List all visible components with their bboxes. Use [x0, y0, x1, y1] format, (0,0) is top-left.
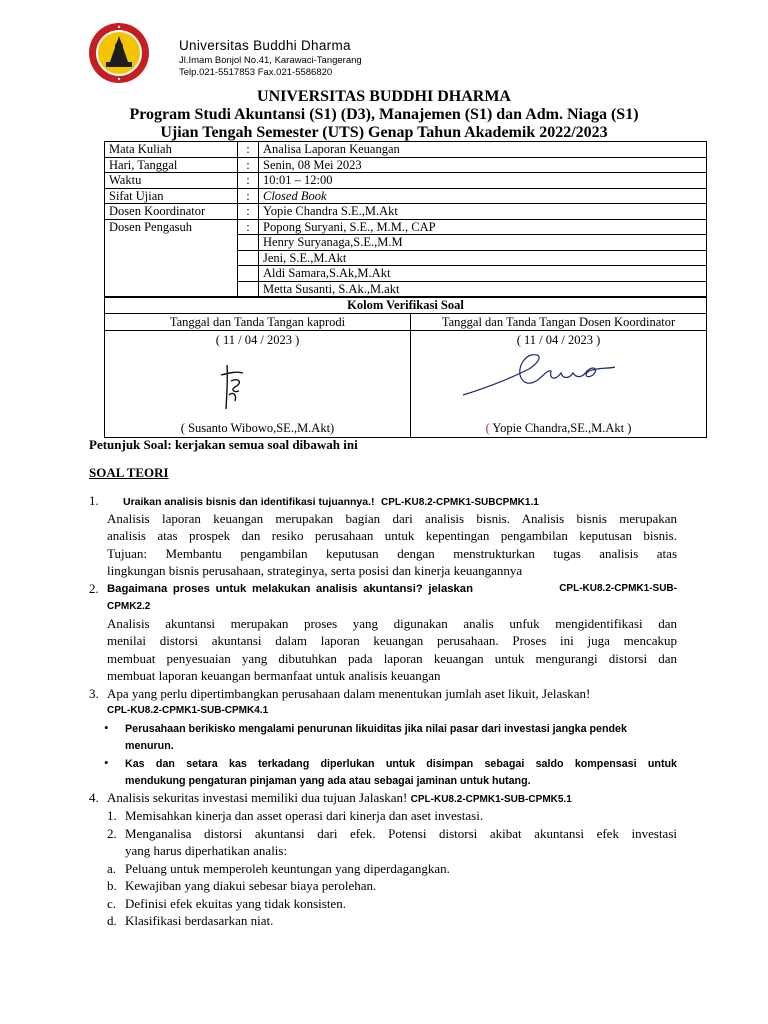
label-cell: Mata Kuliah [105, 142, 238, 158]
separator: : [238, 173, 259, 189]
label-cell: Sifat Ujian [105, 188, 238, 204]
value-cell: Metta Susanti, S.Ak.,M.akt [259, 281, 707, 297]
exam-title [0, 88, 768, 142]
table-row [105, 173, 707, 189]
verification-title: Kolom Verifikasi Soal [105, 298, 707, 314]
question-text: Uraikan analisis bisnis dan identifikasi tujuannya.! [123, 496, 375, 508]
kaprodi-signature [215, 361, 249, 413]
bullet-line: Kas dan setara kas terkadang diperlukan untuk disimpan sebagai saldo kompensasi untuk [125, 758, 677, 770]
list-marker: 1. [107, 808, 117, 823]
question-code: CPL-KU8.2-CPMK1-SUB- [559, 583, 677, 594]
table-row [105, 281, 707, 297]
value-cell: 10:01 – 12:00 [259, 173, 707, 189]
question-code-cont: CPMK2.2 [107, 601, 151, 612]
coordinator-name-line [411, 421, 706, 436]
separator: : [238, 157, 259, 173]
answer-line: analisis atas prospek dan resiko perusahaan untuk kepentingan pengambilan keputusan bisnis. [107, 528, 677, 543]
list-item: Kewajiban yang diakui sebesar biaya perolehan. [125, 878, 377, 893]
kaprodi-header: Tanggal dan Tanda Tangan kaprodi [105, 314, 411, 331]
label-cell: Hari, Tanggal [105, 157, 238, 173]
answer-line: Tujuan: Membantu pengambilan keputusan dengan menstrukturkan tugas analisis atas [107, 546, 677, 561]
kaprodi-date: ( 11 / 04 / 2023 ) [215, 333, 300, 347]
separator: : [238, 219, 259, 235]
verification-table [104, 297, 707, 438]
table-row [105, 142, 707, 158]
question-number: 3. [89, 686, 99, 701]
answer-line: menilai distorsi akuntansi dalam laporan keuangan perusahaan. Proses ini juga mencakup [107, 633, 677, 648]
label-cell: Waktu [105, 173, 238, 189]
empty-cell [238, 250, 259, 266]
question-code: CPL-KU8.2-CPMK1-SUBCPMK1.1 [381, 497, 539, 508]
question-text: Analisis sekuritas investasi memiliki dua tujuan Jalaskan! [107, 790, 408, 805]
exam-info-table [104, 141, 707, 297]
list-marker: c. [107, 896, 117, 911]
list-marker: b. [107, 878, 117, 893]
list-item: Klasifikasi berdasarkan niat. [125, 913, 274, 928]
answer-line: Analisis akuntansi merupakan proses yang digunakan analis unfuk mengidentifikasi dan [107, 616, 677, 631]
table-row [105, 235, 707, 251]
separator: : [238, 204, 259, 220]
answer-line: membuat penyesuaian yang dibutuhkan pada laporan keuangan untuk mengurangi distorsi dan [107, 651, 677, 666]
kaprodi-name: ( Susanto Wibowo,SE.,M.Akt) [180, 421, 335, 435]
bullet-line: Perusahaan berikisko mengalami penurunan likuiditas jika nilai pasar dari investasi jangka pendek [125, 723, 627, 735]
title-line-3: Ujian Tengah Semester (UTS) Genap Tahun Akademik 2022/2023 [160, 124, 608, 141]
empty-cell [105, 250, 238, 266]
answer-line: lingkungan bisnis perusahaan, strateginya, serta posisi dan kinerja keuangannya [107, 563, 523, 578]
empty-cell [238, 235, 259, 251]
table-row [105, 266, 707, 282]
empty-cell [105, 281, 238, 297]
empty-cell [238, 281, 259, 297]
kaprodi-signature-cell [105, 331, 411, 438]
question-number: 2. [89, 581, 99, 596]
question-1 [123, 493, 539, 511]
instructions: Petunjuk Soal: kerjakan semua soal dibawah ini [89, 437, 358, 452]
university-address [179, 55, 362, 79]
bullet-line: mendukung pengaturan pinjaman yang ada atau sebagai jaminan untuk hutang. [125, 775, 531, 787]
table-row [105, 188, 707, 204]
separator: : [238, 188, 259, 204]
empty-cell [238, 266, 259, 282]
table-row [105, 250, 707, 266]
separator: : [238, 142, 259, 158]
coordinator-date: ( 11 / 04 / 2023 ) [516, 333, 601, 347]
value-cell: Analisa Laporan Keuangan [259, 142, 707, 158]
paren-open: ( [485, 421, 490, 435]
bullet-icon: • [104, 720, 109, 735]
section-title: SOAL TEORI [89, 465, 169, 480]
list-item: Definisi efek ekuitas yang tidak konsisten. [125, 896, 346, 911]
list-marker: a. [107, 861, 117, 876]
list-marker: 2. [107, 826, 117, 841]
answer-line: Analisis laporan keuangan merupakan bagian dari analisis bisnis. Analisis bisnis merupakan [107, 511, 677, 526]
list-marker: d. [107, 913, 117, 928]
question-code: CPL-KU8.2-CPMK1-SUB-CPMK4.1 [107, 705, 269, 716]
question-number: 4. [89, 790, 99, 805]
question-text: Apa yang perlu dipertimbangkan perusahaan dalam menentukan jumlah aset likuit, Jelaskan! [107, 686, 591, 701]
question-number: 1. [89, 493, 99, 508]
empty-cell [105, 266, 238, 282]
empty-cell [105, 235, 238, 251]
value-cell: Yopie Chandra S.E.,M.Akt [259, 204, 707, 220]
list-item: Memisahkan kinerja dan asset operasi dari kinerja dan aset investasi. [125, 808, 484, 823]
question-code: CPL-KU8.2-CPMK1-SUB-CPMK5.1 [410, 794, 572, 805]
value-cell: Senin, 08 Mei 2023 [259, 157, 707, 173]
bullet-icon: • [104, 755, 109, 770]
coordinator-header: Tanggal dan Tanda Tangan Dosen Koordinator [411, 314, 707, 331]
phone-line: Telp.021-5517853 Fax.021-5586820 [179, 67, 333, 78]
value-cell: Closed Book [259, 188, 707, 204]
value-cell: Jeni, S.E.,M.Akt [259, 250, 707, 266]
coordinator-signature [459, 349, 619, 401]
value-cell: Aldi Samara,S.Ak,M.Akt [259, 266, 707, 282]
university-header [88, 22, 768, 82]
university-name: Universitas Buddhi Dharma [179, 38, 351, 53]
list-item: Menganalisa distorsi akuntansi dari efek. Potensi distorsi akibat akuntansi efek investasi [125, 826, 677, 841]
coordinator-signature-cell [411, 331, 707, 438]
address-line: Jl.Imam Bonjol No.41, Karawaci-Tangerang [179, 55, 362, 66]
table-row [105, 157, 707, 173]
list-item: Peluang untuk memperoleh keuntungan yang diperdagangkan. [125, 861, 450, 876]
question-text: Bagaimana proses untuk melakukan analisis akuntansi? jelaskan [107, 583, 473, 595]
answer-line: membuat laporan keuangan bermanfaat untuk analisis keuangan [107, 668, 441, 683]
title-line-2: Program Studi Akuntansi (S1) (D3), Manajemen (S1) dan Adm. Niaga (S1) [129, 106, 639, 123]
value-cell: Popong Suryani, S.E., M.M., CAP [259, 219, 707, 235]
label-cell: Dosen Koordinator [105, 204, 238, 220]
question-4 [107, 790, 572, 808]
value-cell: Henry Suryanaga,S.E.,M.M [259, 235, 707, 251]
label-cell: Dosen Pengasuh [105, 219, 238, 235]
table-row [105, 204, 707, 220]
bullet-line: menurun. [125, 740, 174, 752]
coordinator-name: Yopie Chandra,SE.,M.Akt ) [489, 421, 632, 435]
table-row [105, 219, 707, 235]
university-logo [88, 22, 150, 84]
list-item-cont: yang harus diperhatikan analis: [125, 843, 288, 858]
title-line-1: UNIVERSITAS BUDDHI DHARMA [257, 88, 511, 105]
question-2 [107, 581, 677, 597]
